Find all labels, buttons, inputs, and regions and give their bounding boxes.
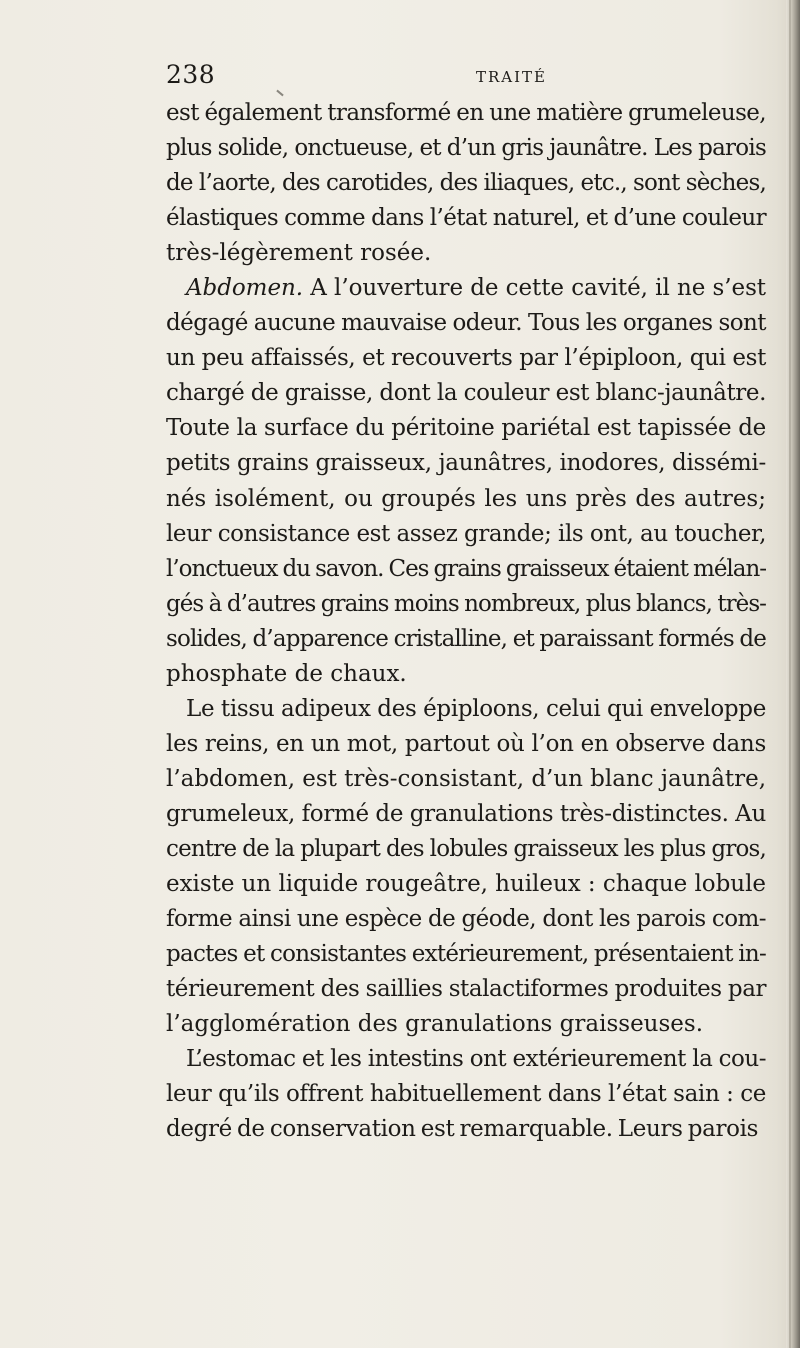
text-line: l’onctueux du savon. Ces grains graisseux étaient mélan-	[166, 555, 766, 582]
text-line: grumeleux, formé de granulations très-distinctes. Au	[166, 800, 766, 827]
text-line: degré de conservation est remarquable. Leurs parois	[166, 1116, 759, 1143]
text-line: plus solide, onctueuse, et d’un gris jaunâtre. Les parois	[166, 135, 766, 162]
text-line: forme ainsi une espèce de géode, dont les parois com-	[166, 906, 766, 933]
text-line: solides, d’apparence cristalline, et paraissant formés de	[166, 625, 766, 652]
section-heading: Abdomen.	[186, 275, 304, 302]
text-line: élastiques comme dans l’état naturel, et d’une couleur	[166, 205, 766, 232]
page-header	[166, 60, 786, 100]
text-line: gés à d’autres grains moins nombreux, plus blancs, très-	[166, 590, 766, 617]
text-line: chargé de graisse, dont la couleur est blanc-jaunâtre.	[166, 380, 766, 407]
text-line: existe un liquide rougeâtre, huileux : chaque lobule	[166, 871, 766, 898]
text-line	[166, 271, 766, 306]
text-line: leur qu’ils offrent habituellement dans l’état sain : ce	[166, 1081, 766, 1108]
text-line: un peu affaissés, et recouverts par l’épiploon, qui est	[166, 345, 766, 372]
text-line: pactes et consistantes extérieurement, présentaient in-	[166, 941, 766, 968]
text-line: l’abdomen, est très-consistant, d’un blanc jaunâtre,	[166, 765, 766, 792]
text-line: nés isolément, ou groupés les uns près des autres;	[166, 485, 766, 512]
text-line: centre de la plupart des lobules graisseux les plus gros,	[166, 835, 766, 862]
running-head: TRAITÉ	[476, 68, 548, 86]
text-line: L’estomac et les intestins ont extérieurement la cou-	[186, 1046, 766, 1073]
text-line: phosphate de chaux.	[166, 660, 407, 687]
text-line: dégagé aucune mauvaise odeur. Tous les organes sont	[166, 310, 766, 337]
text-line: petits grains graisseux, jaunâtres, inodores, dissémi-	[166, 450, 766, 477]
text-line: Le tissu adipeux des épiploons, celui qui enveloppe	[186, 695, 766, 722]
text-line-fragment: A l’ouverture de cette cavité, il ne s’est	[310, 275, 766, 302]
page-edge-line	[789, 0, 791, 1348]
text-line: Toute la surface du péritoine pariétal est tapissée de	[166, 415, 766, 442]
text-line: de l’aorte, des carotides, des iliaques, etc., sont sèches,	[166, 170, 766, 197]
text-line: est également transformé en une matière grumeleuse,	[166, 100, 766, 126]
text-line: térieurement des saillies stalactiformes produites par	[166, 976, 766, 1003]
text-line: très-légèrement rosée.	[166, 240, 432, 267]
text-line: les reins, en un mot, partout où l’on en observe dans	[166, 730, 766, 757]
text-line: leur consistance est assez grande; ils ont, au toucher,	[166, 520, 766, 547]
page-number: 238	[166, 60, 216, 89]
body-text	[166, 96, 766, 1147]
text-line: l’agglomération des granulations graisseuses.	[166, 1011, 704, 1038]
